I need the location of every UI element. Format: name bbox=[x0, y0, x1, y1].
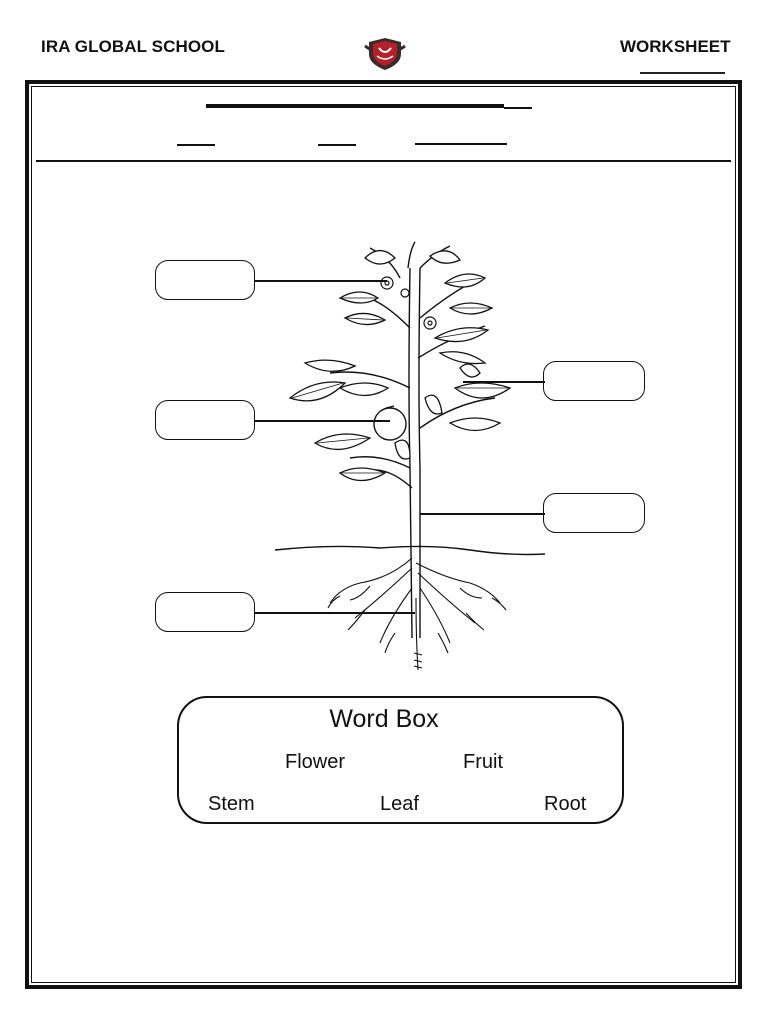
worksheet-label: WORKSHEET bbox=[620, 37, 731, 56]
leader-line-leaf bbox=[463, 381, 545, 383]
word-stem: Stem bbox=[208, 793, 255, 815]
class-blank[interactable] bbox=[318, 144, 356, 146]
name-blank[interactable] bbox=[177, 144, 215, 146]
label-box-stem[interactable] bbox=[543, 493, 645, 533]
header-underline bbox=[640, 72, 725, 74]
school-name: IRA GLOBAL SCHOOL bbox=[41, 37, 225, 56]
word-flower: Flower bbox=[285, 751, 346, 773]
title-blank-line-tail bbox=[504, 107, 532, 109]
label-box-flower[interactable] bbox=[155, 260, 255, 300]
word-box-title: Word Box bbox=[329, 705, 439, 733]
word-leaf: Leaf bbox=[380, 793, 419, 815]
school-crest-logo bbox=[363, 36, 407, 72]
leader-line-root bbox=[255, 612, 415, 614]
label-box-leaf[interactable] bbox=[543, 361, 645, 401]
leader-line-stem bbox=[420, 513, 545, 515]
word-fruit: Fruit bbox=[463, 751, 503, 773]
word-root: Root bbox=[544, 793, 587, 815]
label-box-root[interactable] bbox=[155, 592, 255, 632]
date-blank[interactable] bbox=[415, 143, 507, 145]
header-divider bbox=[36, 160, 731, 162]
leader-line-fruit bbox=[255, 420, 390, 422]
title-blank-line bbox=[206, 104, 504, 108]
label-box-fruit[interactable] bbox=[155, 400, 255, 440]
leader-line-flower bbox=[255, 280, 387, 282]
